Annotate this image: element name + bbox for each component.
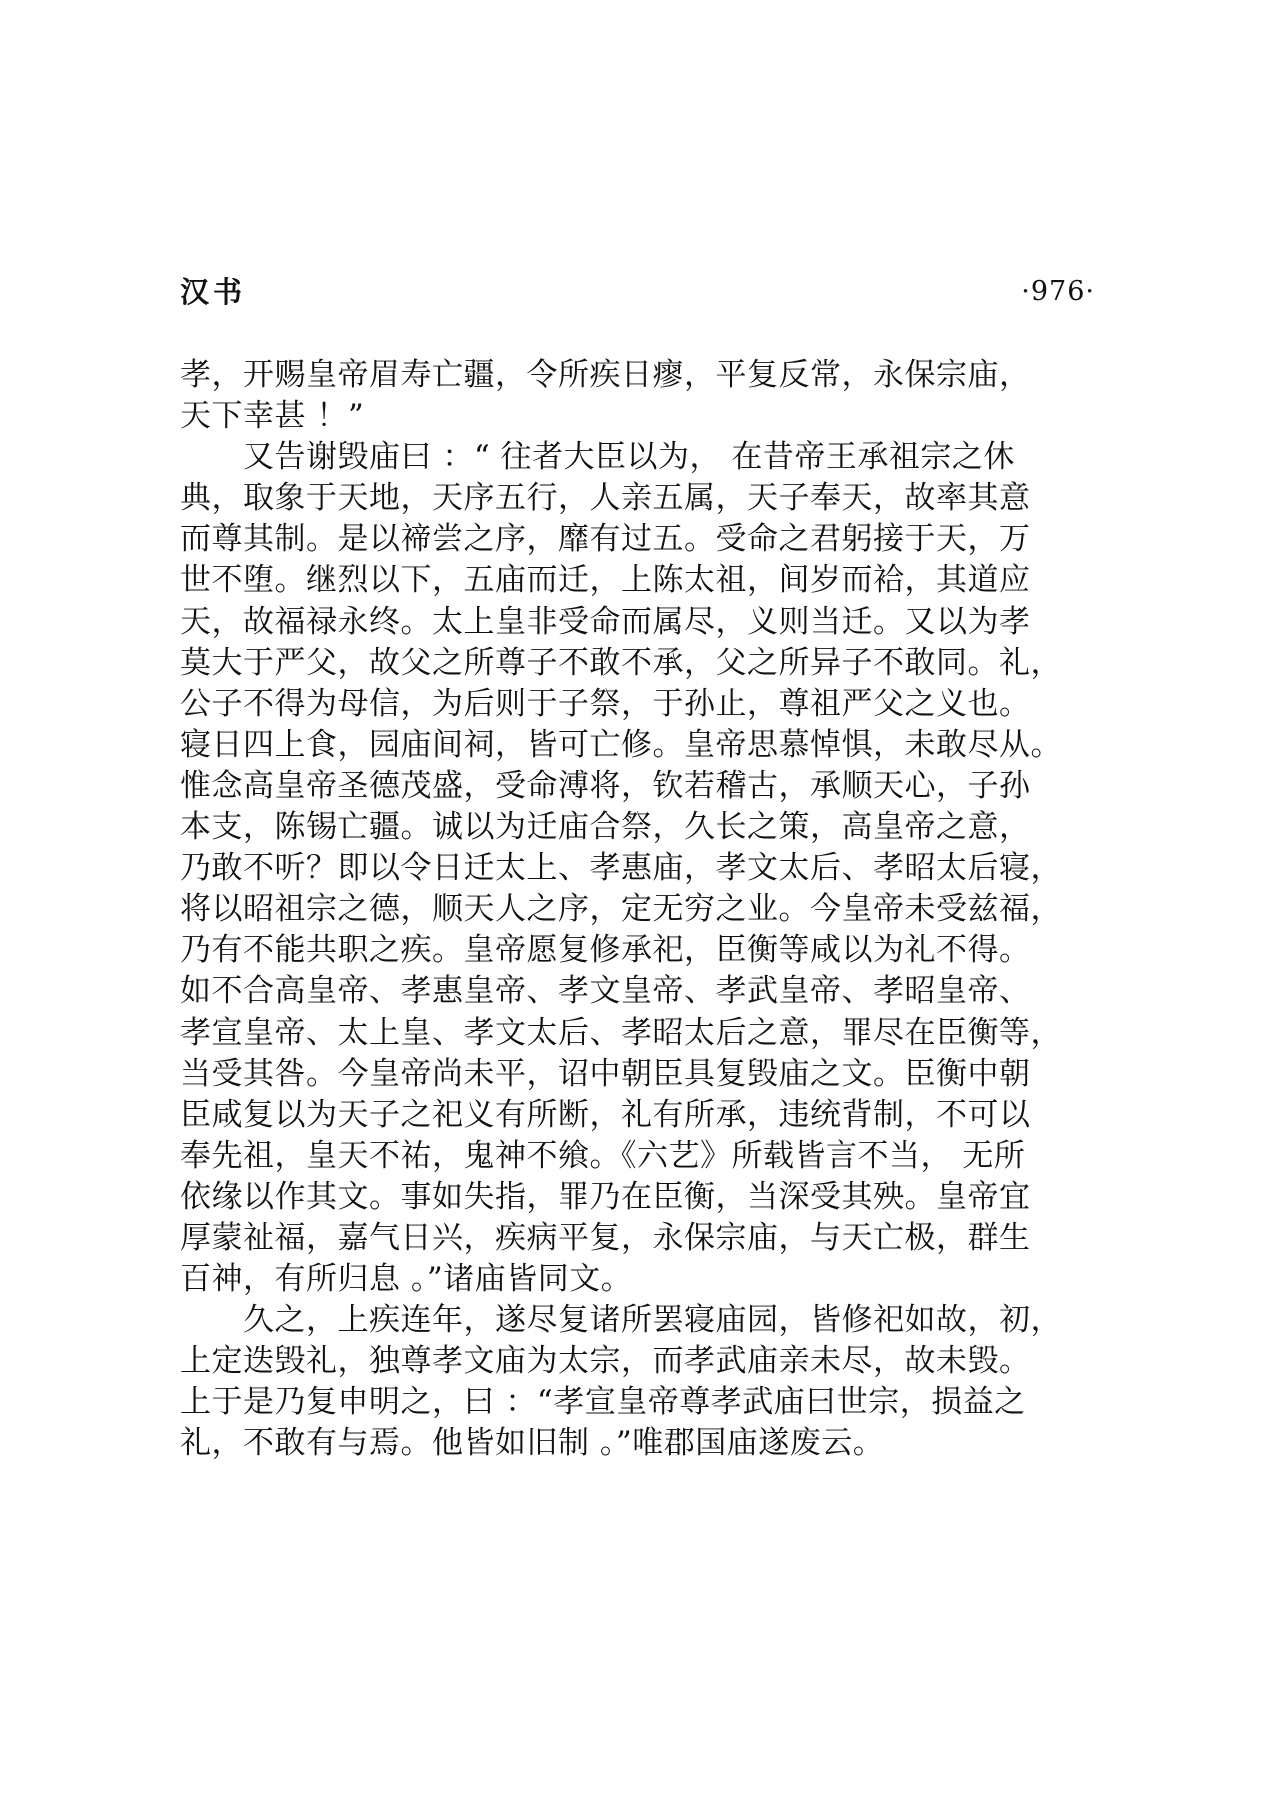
- book-title: 汉书: [180, 275, 247, 309]
- text-line: 上于是乃复申明之，曰 ：“孝宣皇帝尊孝武庙曰世宗，损益之: [180, 1384, 1026, 1421]
- text-line: 礼，不敢有与焉。他皆如旧制 。”唯郡国庙遂废云。: [180, 1425, 885, 1462]
- text-line: 惟念高皇帝圣德茂盛，受命溥将，钦若稽古，承顺天心，子孙: [180, 767, 1031, 804]
- text-line: 如不合高皇帝、孝惠皇帝、孝文皇帝、孝武皇帝、孝昭皇帝、: [180, 973, 1031, 1010]
- text-line: 厚蒙祉福，嘉气日兴，疾病平复，永保宗庙，与天亡极，群生: [180, 1219, 1031, 1256]
- text-line: 寝日四上食，园庙间祠，皆可亡修。皇帝思慕悼惧，未敢尽从。: [180, 726, 1062, 763]
- text-line: 依缘以作其文。事如失指，罪乃在臣衡，当深受其殃。皇帝宜: [180, 1178, 1031, 1215]
- text-line: 莫大于严父，故父之所尊子不敢不承，父之所异子不敢同。礼，: [180, 644, 1062, 681]
- text-line: 典，取象于天地，天序五行，人亲五属，天子奉天，故率其意: [180, 480, 1031, 517]
- text-line: 公子不得为母信，为后则于子祭，于孙止，尊祖严父之义也。: [180, 685, 1031, 722]
- text-body: [180, 355, 1095, 1465]
- text-line: 孝，开赐皇帝眉寿亡疆，令所疾日瘳，平复反常，永保宗庙，: [180, 357, 1031, 393]
- text-line: 天下幸甚 ！”: [180, 398, 365, 435]
- text-line: 将以昭祖宗之德，顺天人之序，定无穷之业。今皇帝未受兹福，: [180, 891, 1062, 928]
- page-number: ·976·: [1021, 276, 1095, 307]
- text-line: 孝宣皇帝、太上皇、孝文太后、孝昭太后之意，罪尽在臣衡等，: [180, 1014, 1062, 1051]
- text-line: 百神，有所归息 。”诸庙皆同文。: [180, 1261, 633, 1298]
- text-line: 奉先祖，皇天不祐，鬼神不飨。《六艺》所载皆言不当， 无所: [180, 1137, 1026, 1174]
- text-line: 当受其咎。今皇帝尚未平，诏中朝臣具复毁庙之文。臣衡中朝: [180, 1055, 1031, 1092]
- text-line: 乃敢不听？即以令日迁太上、孝惠庙，孝文太后、孝昭太后寝，: [180, 850, 1062, 887]
- text-line: 而尊其制。是以禘尝之序，靡有过五。受命之君躬接于天，万: [180, 521, 1031, 558]
- text-line: 上定迭毁礼，独尊孝文庙为太宗，而孝武庙亲未尽，故未毁。: [180, 1343, 1031, 1380]
- text-line: 又告谢毁庙曰 ：“ 往者大臣以为， 在昔帝王承祖宗之休: [180, 439, 1015, 476]
- text-line: 久之，上疾连年，遂尽复诸所罢寝庙园，皆修祀如故，初，: [180, 1302, 1062, 1339]
- text-line: 本支，陈锡亡疆。诚以为迁庙合祭，久长之策，高皇帝之意，: [180, 809, 1031, 846]
- text-line: 乃有不能共职之疾。皇帝愿复修承祀，臣衡等咸以为礼不得。: [180, 932, 1031, 969]
- text-line: 世不堕。继烈以下，五庙而迁，上陈太祖，间岁而袷，其道应: [180, 562, 1031, 599]
- text-line: 臣咸复以为天子之祀义有所断，礼有所承，违统背制，不可以: [180, 1096, 1031, 1133]
- text-line: 天，故福禄永终。太上皇非受命而属尽，义则当迁。又以为孝: [180, 603, 1031, 640]
- page-header: [180, 270, 1095, 314]
